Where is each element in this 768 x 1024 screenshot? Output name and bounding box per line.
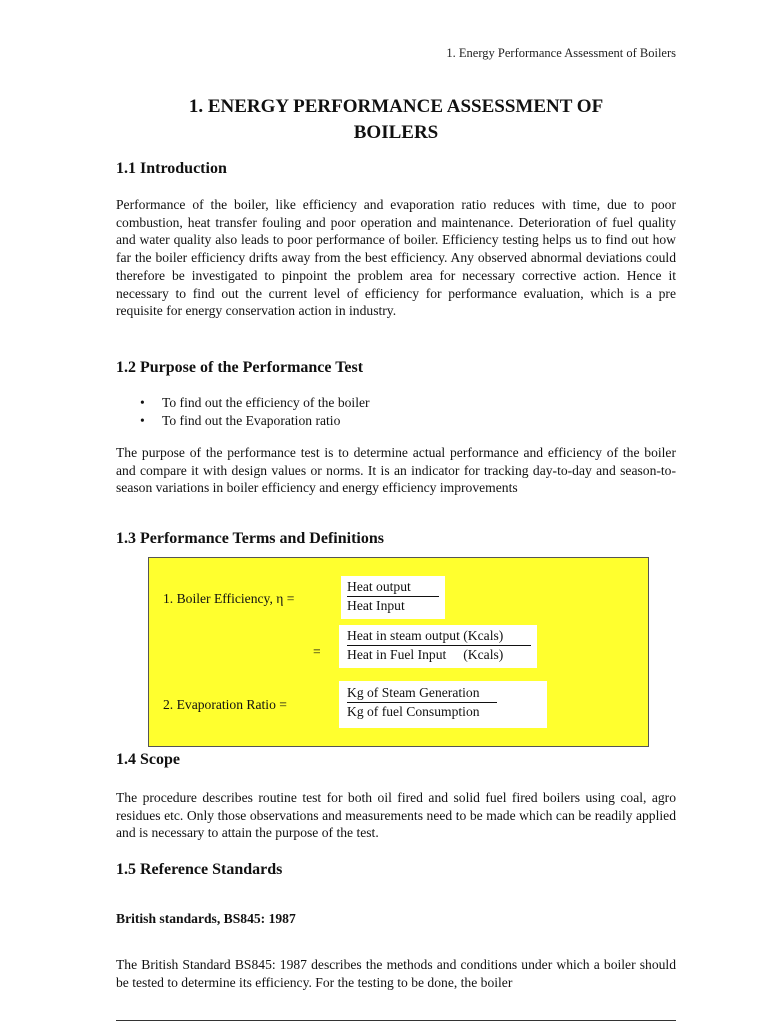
section-heading-introduction: 1.1 Introduction bbox=[116, 160, 227, 177]
fraction-denominator: Heat in Fuel Input (Kcals) bbox=[347, 647, 504, 662]
page-title bbox=[116, 94, 676, 146]
british-standards-subheading: British standards, BS845: 1987 bbox=[116, 911, 296, 926]
standards-paragraph: The British Standard BS845: 1987 describes the methods and conditions under which a boiler should be tested to determine its efficiency. For the testing to be done, the boiler bbox=[116, 957, 676, 990]
fraction-numerator: Kg of Steam Generation bbox=[347, 685, 480, 700]
scope-paragraph: The procedure describes routine test for both oil fired and solid fuel fired boilers using coal, agro residues etc. Only those observations and measurements need to be made which can be readily applied and is necessary to attain the purpose of the test. bbox=[116, 790, 676, 841]
evaporation-ratio-label: 2. Evaporation Ratio = bbox=[163, 697, 287, 712]
fraction-numerator: Heat output bbox=[347, 579, 411, 594]
fraction-denominator: Kg of fuel Consumption bbox=[347, 704, 480, 719]
heat-ratio-fraction bbox=[339, 625, 537, 668]
title-line-1: 1. ENERGY PERFORMANCE ASSESSMENT OF bbox=[188, 96, 604, 117]
section-heading-purpose: 1.2 Purpose of the Performance Test bbox=[116, 359, 364, 376]
section-heading-standards: 1.5 Reference Standards bbox=[116, 861, 283, 878]
evaporation-ratio-fraction bbox=[339, 681, 547, 728]
boiler-efficiency-fraction bbox=[341, 576, 445, 619]
fraction-numerator: Heat in steam output (Kcals) bbox=[347, 628, 504, 643]
list-item: • To find out the efficiency of the boiler bbox=[116, 394, 676, 412]
boiler-efficiency-label: 1. Boiler Efficiency, η = bbox=[163, 591, 295, 606]
title-line-2: BOILERS bbox=[353, 122, 439, 143]
footer-divider bbox=[116, 1020, 676, 1021]
running-header: 1. Energy Performance Assessment of Boilers bbox=[446, 46, 676, 60]
definitions-box bbox=[148, 557, 649, 747]
section-heading-terms: 1.3 Performance Terms and Definitions bbox=[116, 530, 384, 547]
section-heading-scope: 1.4 Scope bbox=[116, 751, 180, 768]
purpose-bullet-list bbox=[116, 394, 676, 430]
list-item: • To find out the Evaporation ratio bbox=[116, 412, 676, 430]
purpose-paragraph: The purpose of the performance test is to determine actual performance and efficiency of the boiler and compare it with design values or norms. It is an indicator for tracking day-to-day and season-to-season variations in boiler efficiency and energy efficiency improvements bbox=[116, 445, 676, 496]
fraction-denominator: Heat Input bbox=[347, 598, 405, 613]
introduction-paragraph: Performance of the boiler, like efficiency and evaporation ratio reduces with time, due to poor combustion, heat transfer fouling and poor operation and maintenance. Deterioration of fuel quality and water quality also leads to poor performance of boiler. Efficiency testing helps us to find out how far the boiler efficiency drifts away from the best efficiency. Any observed abnormal deviations could therefore be investigated to pinpoint the problem area for necessary corrective action. Hence it necessary to find out the current level of efficiency for performance evaluation, which is a pre requisite for energy conservation action in industry. bbox=[116, 197, 676, 319]
equals-sign: = bbox=[313, 644, 321, 659]
